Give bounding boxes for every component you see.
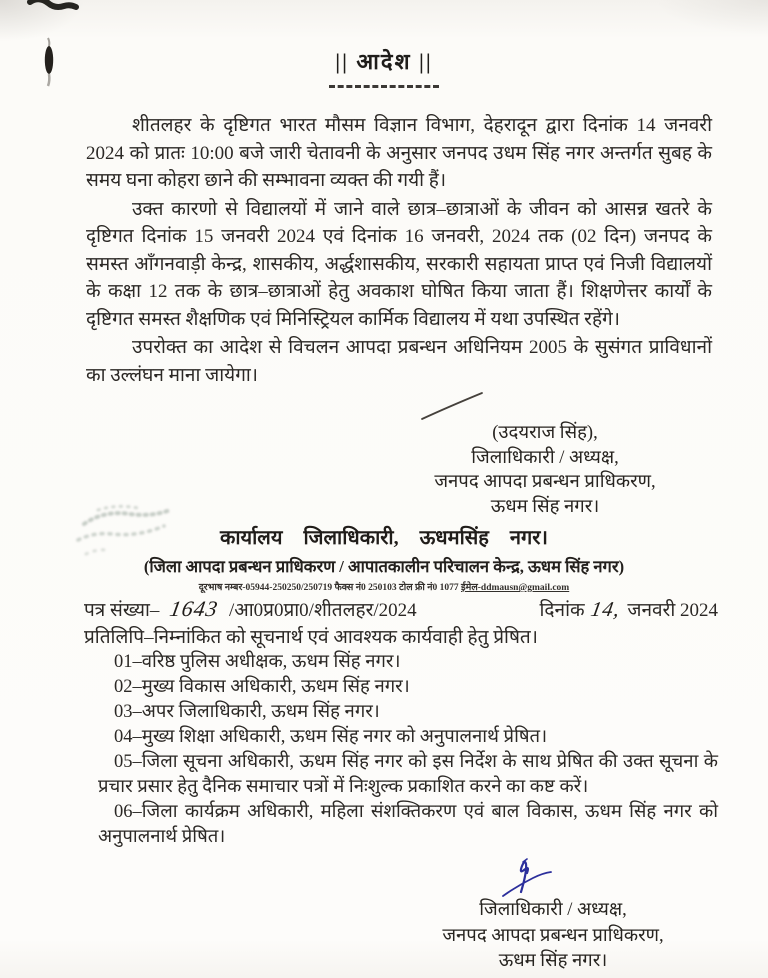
letter-number-suffix: /आ0प्र0प्रा0/शीतलहर/2024 (228, 600, 417, 621)
signatory-authority: जनपद आपदा प्रबन्धन प्राधिकरण, (434, 472, 656, 492)
signatory-name: (उदयराज सिंह), (492, 423, 598, 443)
signature-stroke (418, 391, 488, 421)
paragraph-violation-clause: उपरोक्त का आदेश से विचलन आपदा प्रबन्धन अधिनियम 2005 के सुसंगत प्राविधानों का उल्लंघन माना जायेगा। (86, 337, 712, 386)
letter-date-rest: जनवरी 2024 (627, 600, 718, 621)
signatory-designation: जिलाधिकारी / अध्यक्ष, (479, 900, 627, 920)
copy-item-1: 01–वरिष्ठ पुलिस अधीक्षक, ऊधम सिंह नगर। (114, 652, 401, 672)
copy-item-4: 04–मुख्य शिक्षा अधिकारी, ऊधम सिंह नगर को अनुपालनार्थ प्रेषित। (114, 727, 548, 747)
copy-recipient-list (98, 650, 718, 850)
office-email: ईमेल-ddmausn@gmail.com (460, 583, 570, 593)
order-body (0, 112, 768, 389)
copy-item-3: 03–अपर जिलाधिकारी, ऊधम सिंह नगर। (114, 702, 380, 722)
copy-item-6: 06–जिला कार्यक्रम अधिकारी, महिला संशक्तिकरण एवं बाल विकास, ऊधम सिंह नगर को अनुपालनार्थ प्रेषित। (98, 802, 718, 847)
copy-item-2: 02–मुख्य विकास अधिकारी, ऊधम सिंह नगर। (114, 677, 410, 697)
letter-number-line (84, 596, 718, 622)
letter-date (540, 596, 718, 622)
letter-number-handwritten: 1643 (168, 596, 221, 621)
signatory-block-top (400, 391, 690, 519)
letter-date-label: दिनांक (539, 600, 585, 621)
office-subtitle: (जिला आपदा प्रबन्धन प्राधिकरण / आपातकालीन परिचालन केन्द्र, ऊधम सिंह नगर) (143, 557, 625, 576)
paragraph-holiday-declaration: उक्त कारणो से विद्यालयों में जाने वाले छात्र–छात्राओं के जीवन को आसन्न खतरे के दृष्टिगत दिनांक 15 जनवरी 2024 एवं दिनांक 16 जनवरी, 2024 तक (02 दिन) जनपद के समस्त आँगनवाड़ी केन्द्र, शासकीय, अर्द्धशासकीय, सरकारी सहायता प्राप्त एवं निजी विद्यालयों के कक्षा 12 तक के छात्र–छात्राओं हेतु अवकाश घोषित किया जाता हैं। शिक्षणेत्तर कार्यों के दृष्टिगत समस्त शैक्षणिक एवं मिनिस्ट्रियल कार्मिक विद्यालय में यथा उपस्थित रहेंगे। (86, 198, 712, 330)
office-phone: दूरभाष नम्बर-05944-250250/250719 फैक्स नं0 250103 टोल फ्री नं0 1077 (198, 583, 459, 593)
copy-item-5: 05–जिला सूचना अधिकारी, ऊधम सिंह नगर को इस निर्देश के साथ प्रेषित की उक्त सूचना के प्रचार प्रसार हेतु दैनिक समाचार पत्रों में निःशुल्क प्रकाशित करने का कष्ट करें। (98, 752, 718, 797)
office-title: कार्यालय जिलाधिकारी, ऊधमसिंह नगर। (219, 527, 549, 549)
signature-blue-ink (493, 858, 557, 898)
paragraph-weather-warning: शीतलहर के दृष्टिगत भारत मौसम विज्ञान विभाग, देहरादून द्वारा दिनांक 14 जनवरी 2024 को प्रातः 10:00 बजे जारी चेतावनी के अनुसार जनपद उधम सिंह नगर अन्तर्गत सुबह के समय घना कोहरा छाने की सम्भावना व्यक्त की गयी हैं। (86, 115, 712, 191)
letter-date-day-handwritten: 14, (589, 597, 623, 621)
signatory-block-bottom (408, 858, 698, 975)
office-contact-line (0, 580, 768, 593)
signatory-district: ऊधम सिंह नगर। (498, 951, 608, 971)
signatory-authority: जनपद आपदा प्रबन्धन प्राधिकरण, (442, 925, 664, 946)
signatory-designation: जिलाधिकारी / अध्यक्ष, (471, 447, 619, 468)
order-heading: || आदेश || (335, 49, 433, 74)
letter-number-prefix: पत्र संख्या– (84, 600, 160, 621)
copy-intro: प्रतिलिपि–निम्नांकित को सूचनार्थ एवं आवश्यक कार्यवाही हेतु प्रेषित। (84, 627, 538, 648)
signatory-district: ऊधम सिंह नगर। (490, 496, 600, 517)
office-letterhead (0, 523, 768, 593)
heading-dashed-rule (329, 85, 439, 88)
letter-number (84, 596, 417, 622)
